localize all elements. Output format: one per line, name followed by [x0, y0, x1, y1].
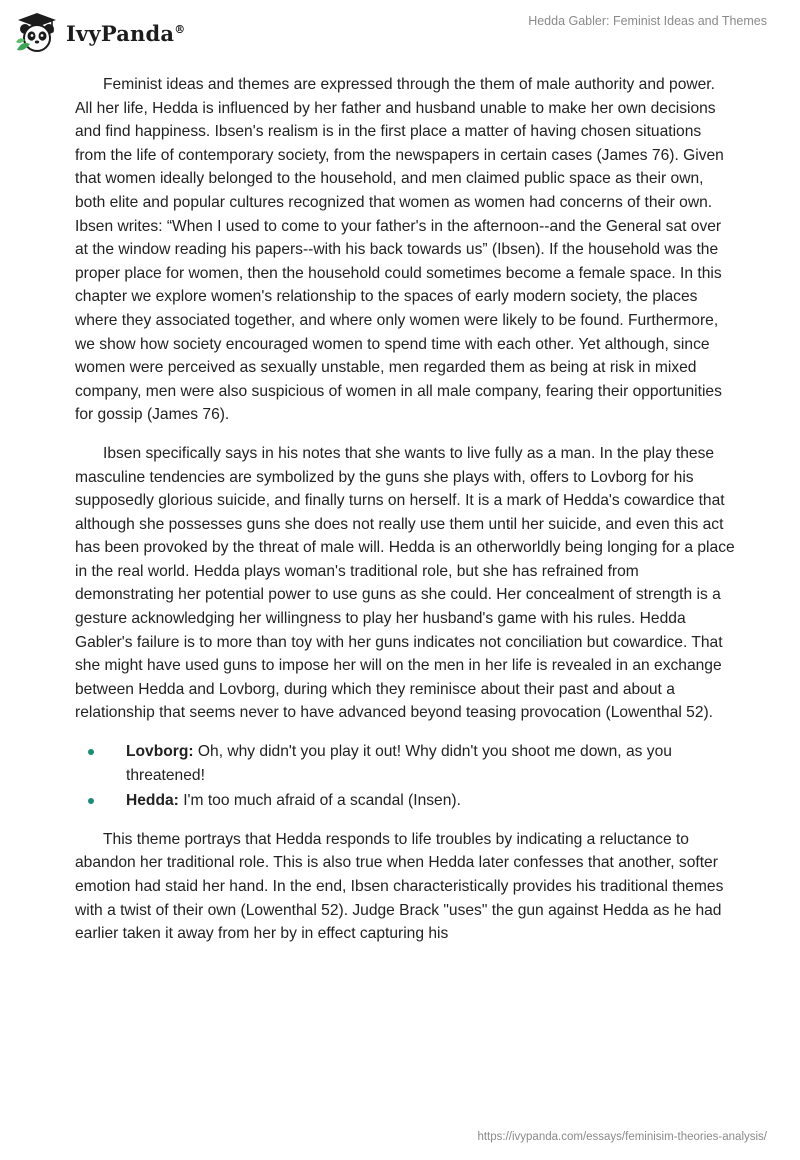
trademark-mark: ®: [174, 22, 186, 36]
paragraph: Ibsen specifically says in his notes that she wants to live fully as a man. In the play these masculine tendencies are symbolized by the guns she plays with, offers to Lovborg for his supposedly glorious suicide, and finally turns on herself. It is a mark of Hedda's cowardice that although she possesses guns she does not really use them until her suicide, and even this act has been provoked by the threat of male will. Hedda is an otherworldly being longing for a place in the real world. Hedda plays woman's traditional role, but she has refrained from demonstrating her potential power to use guns as she could. Her concealment of strength is a gesture acknowledging her willingness to play her husband's game with his rules. Hedda Gabler's failure is to more than toy with her guns indicates not conciliation but cowardice. That she might have used guns to impose her will on the men in her life is revealed in an exchange between Hedda and Lovborg, during which they reminisce about their past and about a relationship that seems never to have advanced beyond teasing provocation (Lowenthal 52).: [75, 444, 735, 722]
brand-name: [66, 21, 185, 46]
dialogue-line: I'm too much afraid of a scandal (Insen).: [178, 792, 461, 810]
dialogue-line: Oh, why didn't you play it out! Why didn't you shoot me down, as you threatened!: [126, 743, 672, 784]
list-item: [75, 740, 735, 787]
document-title: Hedda Gabler: Feminist Ideas and Themes: [528, 14, 767, 28]
paragraph: This theme portrays that Hedda responds to life troubles by indicating a reluctance to abandon her traditional role. This is also true when Hedda later confesses that another, softer emotion had staid her hand. In the end, Ibsen characteristically provides his traditional themes with a twist of their own (Lowenthal 52). Judge Brack "uses" the gun against Hedda as he had earlier taken it away from her by in effect capturing his: [75, 830, 724, 943]
brand-logo[interactable]: [14, 10, 185, 56]
paragraph: Feminist ideas and themes are expressed through the them of male authority and power. All her life, Hedda is influenced by her father and husband unable to make her own decisions and find happiness. Ibsen's realism is in the first place a matter of having chosen situations from the life of contemporary society, from the newspapers in certain cases (James 76). Given that women ideally belonged to the household, and men claimed public space as their own, both elite and popular cultures recognized that women as women had concerns of their own. Ibsen writes: “When I used to come to your father's in the afternoon--and the General sat over at the window reading his papers--with his back towards us” (Ibsen). If the household was the proper place for women, then the household could sometimes become a female space. In this chapter we explore women's relationship to the spaces of early modern society, the places where they associated together, and where only women were likely to be found. Furthermore, we show how society encouraged women to spend time with each other. Yet although, since women were perceived as sexually unstable, men regarded them as being at risk in mixed company, men were also suspicious of women in all male company, fearing their opportunities for gossip (James 76).: [75, 76, 724, 424]
bullet-icon: [88, 749, 94, 755]
panda-graduate-icon: [14, 10, 60, 56]
dialogue-list: [75, 740, 735, 813]
source-url[interactable]: https://ivypanda.com/essays/feminisim-theories-analysis/: [477, 1131, 767, 1143]
brand-text: IvyPanda: [66, 20, 175, 46]
page-header: [0, 0, 800, 70]
essay-body: [75, 73, 735, 961]
bullet-icon: [88, 798, 94, 804]
list-item: [75, 789, 735, 813]
speaker-name: Lovborg:: [126, 743, 194, 761]
speaker-name: Hedda:: [126, 792, 179, 810]
